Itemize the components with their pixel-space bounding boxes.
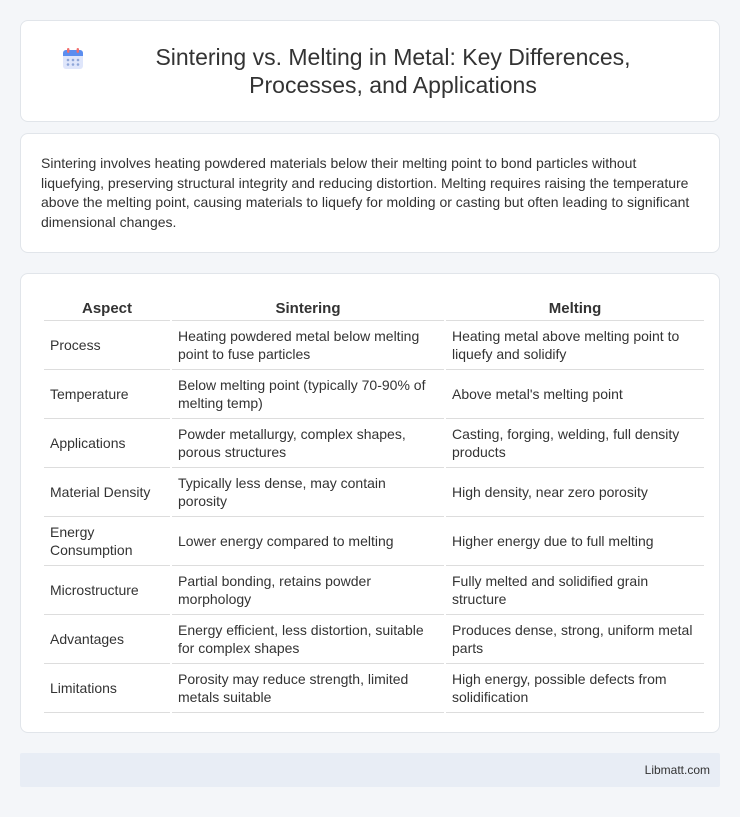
row-sintering: Below melting point (typically 70-90% of melting temp) bbox=[172, 370, 444, 419]
footer bbox=[20, 753, 720, 787]
row-aspect: Advantages bbox=[44, 615, 170, 664]
row-melting: High density, near zero porosity bbox=[446, 468, 704, 517]
row-aspect: Limitations bbox=[44, 664, 170, 713]
header-sintering: Sintering bbox=[172, 294, 444, 321]
row-sintering: Porosity may reduce strength, limited metals suitable bbox=[172, 664, 444, 713]
row-aspect: Temperature bbox=[44, 370, 170, 419]
row-aspect: Microstructure bbox=[44, 566, 170, 615]
row-aspect: Applications bbox=[44, 419, 170, 468]
row-sintering: Lower energy compared to melting bbox=[172, 517, 444, 566]
row-sintering: Heating powdered metal below melting point to fuse particles bbox=[172, 321, 444, 370]
table-row bbox=[44, 615, 704, 664]
table-row bbox=[44, 321, 704, 370]
row-melting: Higher energy due to full melting bbox=[446, 517, 704, 566]
table-row bbox=[44, 468, 704, 517]
row-aspect: Process bbox=[44, 321, 170, 370]
table-row bbox=[44, 566, 704, 615]
footer-brand[interactable]: Libmatt.com bbox=[644, 763, 710, 777]
row-melting: High energy, possible defects from solidification bbox=[446, 664, 704, 713]
header-card bbox=[20, 20, 720, 122]
header-melting: Melting bbox=[446, 294, 704, 321]
row-sintering: Typically less dense, may contain porosity bbox=[172, 468, 444, 517]
row-melting: Fully melted and solidified grain structure bbox=[446, 566, 704, 615]
calendar-icon bbox=[61, 47, 85, 71]
table-header-row bbox=[44, 294, 704, 321]
page-title: Sintering vs. Melting in Metal: Key Differences, Processes, and Applications bbox=[155, 44, 631, 98]
header-content bbox=[21, 43, 719, 99]
row-melting: Produces dense, strong, uniform metal parts bbox=[446, 615, 704, 664]
table-row bbox=[44, 664, 704, 713]
row-aspect: Material Density bbox=[44, 468, 170, 517]
row-sintering: Partial bonding, retains powder morphology bbox=[172, 566, 444, 615]
row-sintering: Energy efficient, less distortion, suitable for complex shapes bbox=[172, 615, 444, 664]
table-row bbox=[44, 370, 704, 419]
row-melting: Casting, forging, welding, full density products bbox=[446, 419, 704, 468]
comparison-table-card bbox=[20, 273, 720, 733]
row-sintering: Powder metallurgy, complex shapes, porous structures bbox=[172, 419, 444, 468]
comparison-table bbox=[42, 294, 706, 713]
header-aspect: Aspect bbox=[44, 294, 170, 321]
row-melting: Heating metal above melting point to liquefy and solidify bbox=[446, 321, 704, 370]
table-row bbox=[44, 419, 704, 468]
table-row bbox=[44, 517, 704, 566]
row-melting: Above metal's melting point bbox=[446, 370, 704, 419]
intro-paragraph: Sintering involves heating powdered materials below their melting point to bond particles without liquefying, preserving structural integrity and reducing distortion. Melting requires raising the temperature above the melting point, causing materials to liquefy for molding or casting but often leading to significant dimensional changes. bbox=[41, 155, 690, 230]
row-aspect: Energy Consumption bbox=[44, 517, 170, 566]
intro-card bbox=[20, 133, 720, 253]
